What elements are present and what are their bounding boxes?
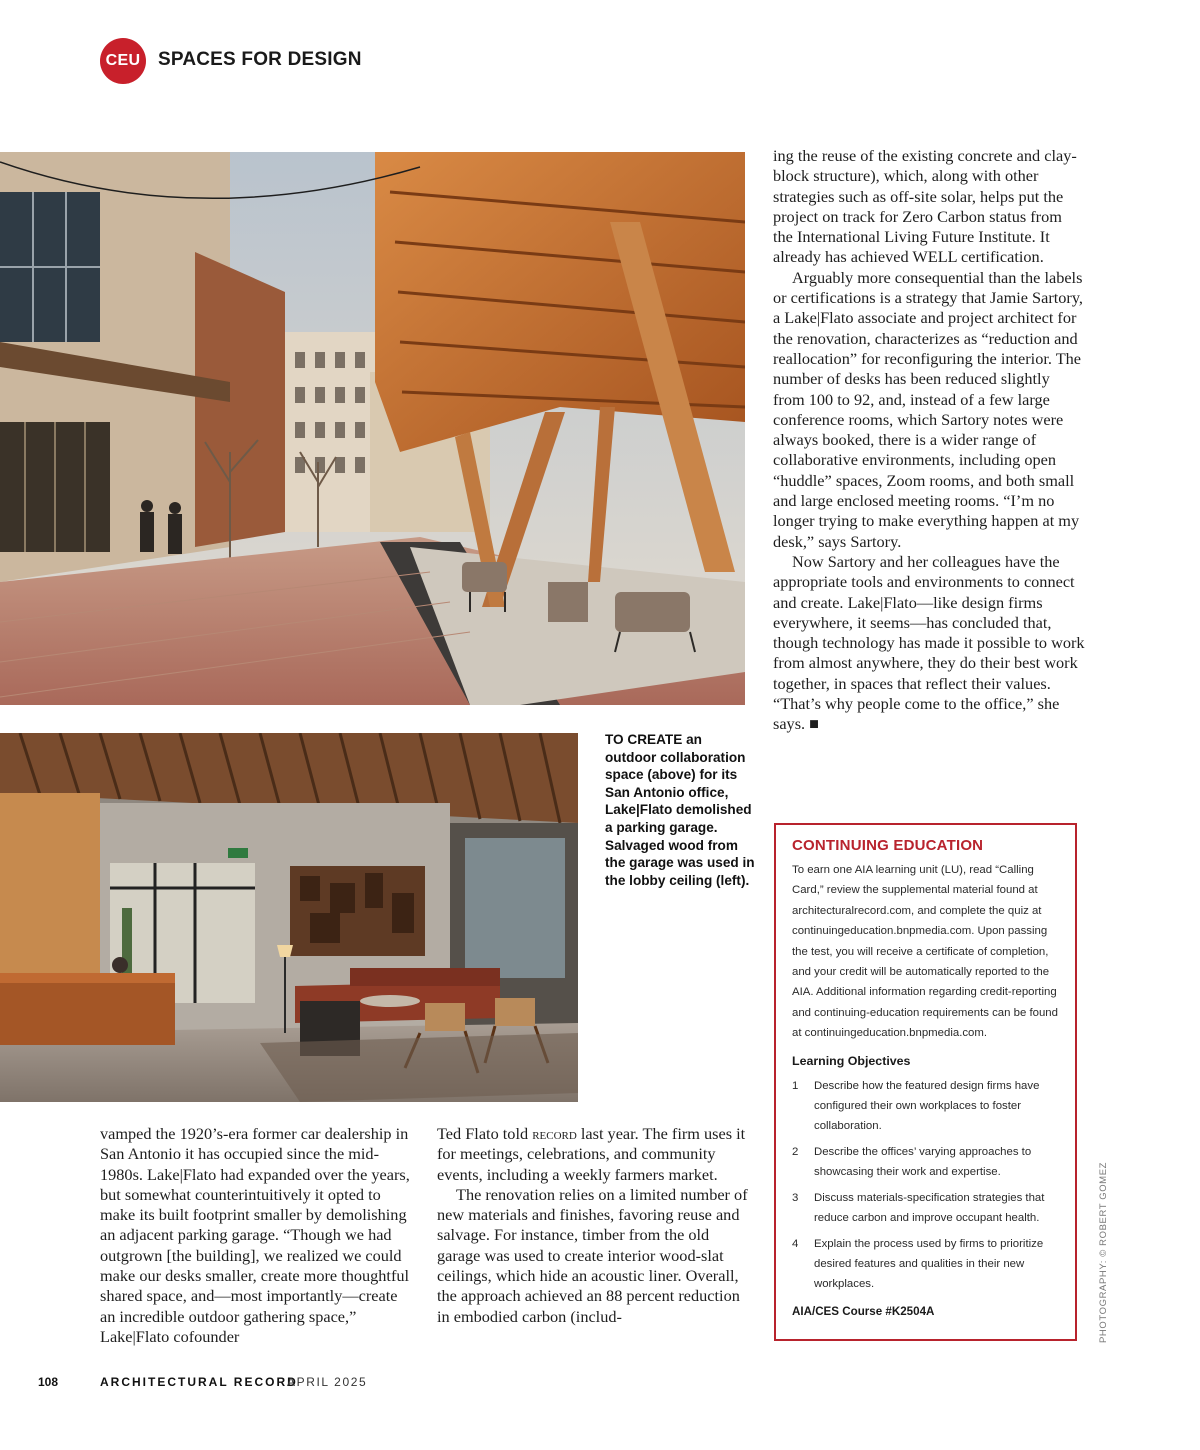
lobby-photo [0, 733, 578, 1102]
learning-objective [792, 1142, 1059, 1183]
learning-objective [792, 1188, 1059, 1229]
objective-text: Discuss materials-specification strategies that reduce carbon and improve occupant health. [814, 1191, 1045, 1225]
objective-text: Describe the offices’ varying approaches to showcasing their work and expertise. [814, 1145, 1032, 1179]
article-paragraph: ing the reuse of the existing concrete and clay-block structure), which, along with other strategies such as off-site solar, helps put the project on track for Zero Carbon status from the International Living Future Institute. It already has achieved WELL certification. [773, 146, 1077, 267]
learning-objectives-title: Learning Objectives [792, 1053, 911, 1068]
section-title: SPACES FOR DESIGN [158, 49, 362, 70]
continuing-education-box [774, 823, 1077, 1341]
objective-number: 4 [792, 1237, 799, 1250]
learning-objective [792, 1076, 1059, 1137]
objective-text: Explain the process used by firms to prioritize desired features and qualities in their new workplaces. [814, 1237, 1044, 1291]
ce-instructions: To earn one AIA learning unit (LU), read “Calling Card,” review the supplemental material found at architecturalrecord.com, and complete the quiz at continuingeducation.bnpmedia.com. Upon passing the test, you will receive a certificate of completion, and your credit will be automatically reported to the AIA. Additional information regarding credit-reporting and continuing-education requirements can be found at continuingeducation.bnpmedia.com. [792, 864, 1058, 1040]
article-paragraph [437, 1124, 749, 1185]
page-number: 108 [38, 1375, 59, 1389]
learning-objective [792, 1234, 1059, 1295]
course-number: AIA/CES Course #K2504A [792, 1304, 935, 1318]
publication-reference: record [532, 1124, 577, 1143]
article-paragraph: The renovation relies on a limited number of new materials and finishes, favoring reuse and salvage. For instance, timber from the old garage was used to create interior wood-slat ceilings, which hide an acoustic liner. Overall, the approach achieved an 88 percent reduction in embodied carbon (includ- [437, 1184, 748, 1326]
photo-credit: PHOTOGRAPHY: © ROBERT GOMEZ [1098, 1161, 1109, 1343]
article-column-right [773, 146, 1085, 735]
objective-number: 2 [792, 1145, 799, 1158]
objective-text: Describe how the featured design firms have configured their own workplaces to foster collaboration. [814, 1079, 1040, 1133]
caption-lead: TO CREATE [605, 732, 683, 747]
ceu-badge: CEU [100, 38, 146, 84]
issue-date: APRIL 2025 [287, 1375, 368, 1389]
objective-number: 3 [792, 1191, 799, 1204]
publication-name: ARCHITECTURAL RECORD [100, 1375, 298, 1389]
article-paragraph: Now Sartory and her colleagues have the appropriate tools and environments to connect and create. Lake|Flato—like design firms everywhere, it seems—has concluded that, though technology has made it possible to work from almost anywhere, they do their best work together, in spaces that reflect their values. “That’s why people come to the office,” she says. ■ [773, 551, 1085, 734]
text-run: last year. The firm uses it for meetings, celebrations, and community events, including a weekly farmers market. [437, 1124, 746, 1184]
photo-caption [605, 731, 755, 889]
text-run: Ted Flato told [437, 1124, 533, 1143]
courtyard-photo [0, 152, 745, 705]
objective-number: 1 [792, 1079, 799, 1092]
caption-text: an outdoor collaboration space (above) for its San Antonio office, Lake|Flato demolished a parking garage. Salvaged wood from the garage was used in the lobby ceiling (left). [605, 732, 755, 888]
article-column-middle [437, 1124, 749, 1327]
learning-objectives-list [792, 1076, 1059, 1295]
ce-title: CONTINUING EDUCATION [792, 837, 984, 854]
article-paragraph: Arguably more consequential than the labels or certifications is a strategy that Jamie Sartory, a Lake|Flato associate and project architect for the renovation, characterizes as “reduction and reallocation” for reconfiguring the interior. The number of desks has been reduced slightly from 100 to 92, and, instead of a few large conference rooms, which Sartory notes were always booked, there is a wider range of collaborative environments, including open “huddle” spaces, Zoom rooms, and both small and large enclosed meeting rooms. “I’m no longer trying to make everything happen at my desk,” says Sartory. [773, 267, 1083, 551]
article-paragraph: vamped the 1920’s-era former car dealership in San Antonio it has occupied since the mid-1980s. Lake|Flato had expanded over the years, but somewhat counterintuitively it opted to make its built footprint smaller by demolishing an adjacent parking garage. “Though we had outgrown [the building], we realized we could make our desks smaller, create more thoughtful shared space, and—most importantly—create an incredible outdoor gathering space,” Lake|Flato cofounder [100, 1124, 410, 1346]
article-column-left [100, 1124, 412, 1347]
